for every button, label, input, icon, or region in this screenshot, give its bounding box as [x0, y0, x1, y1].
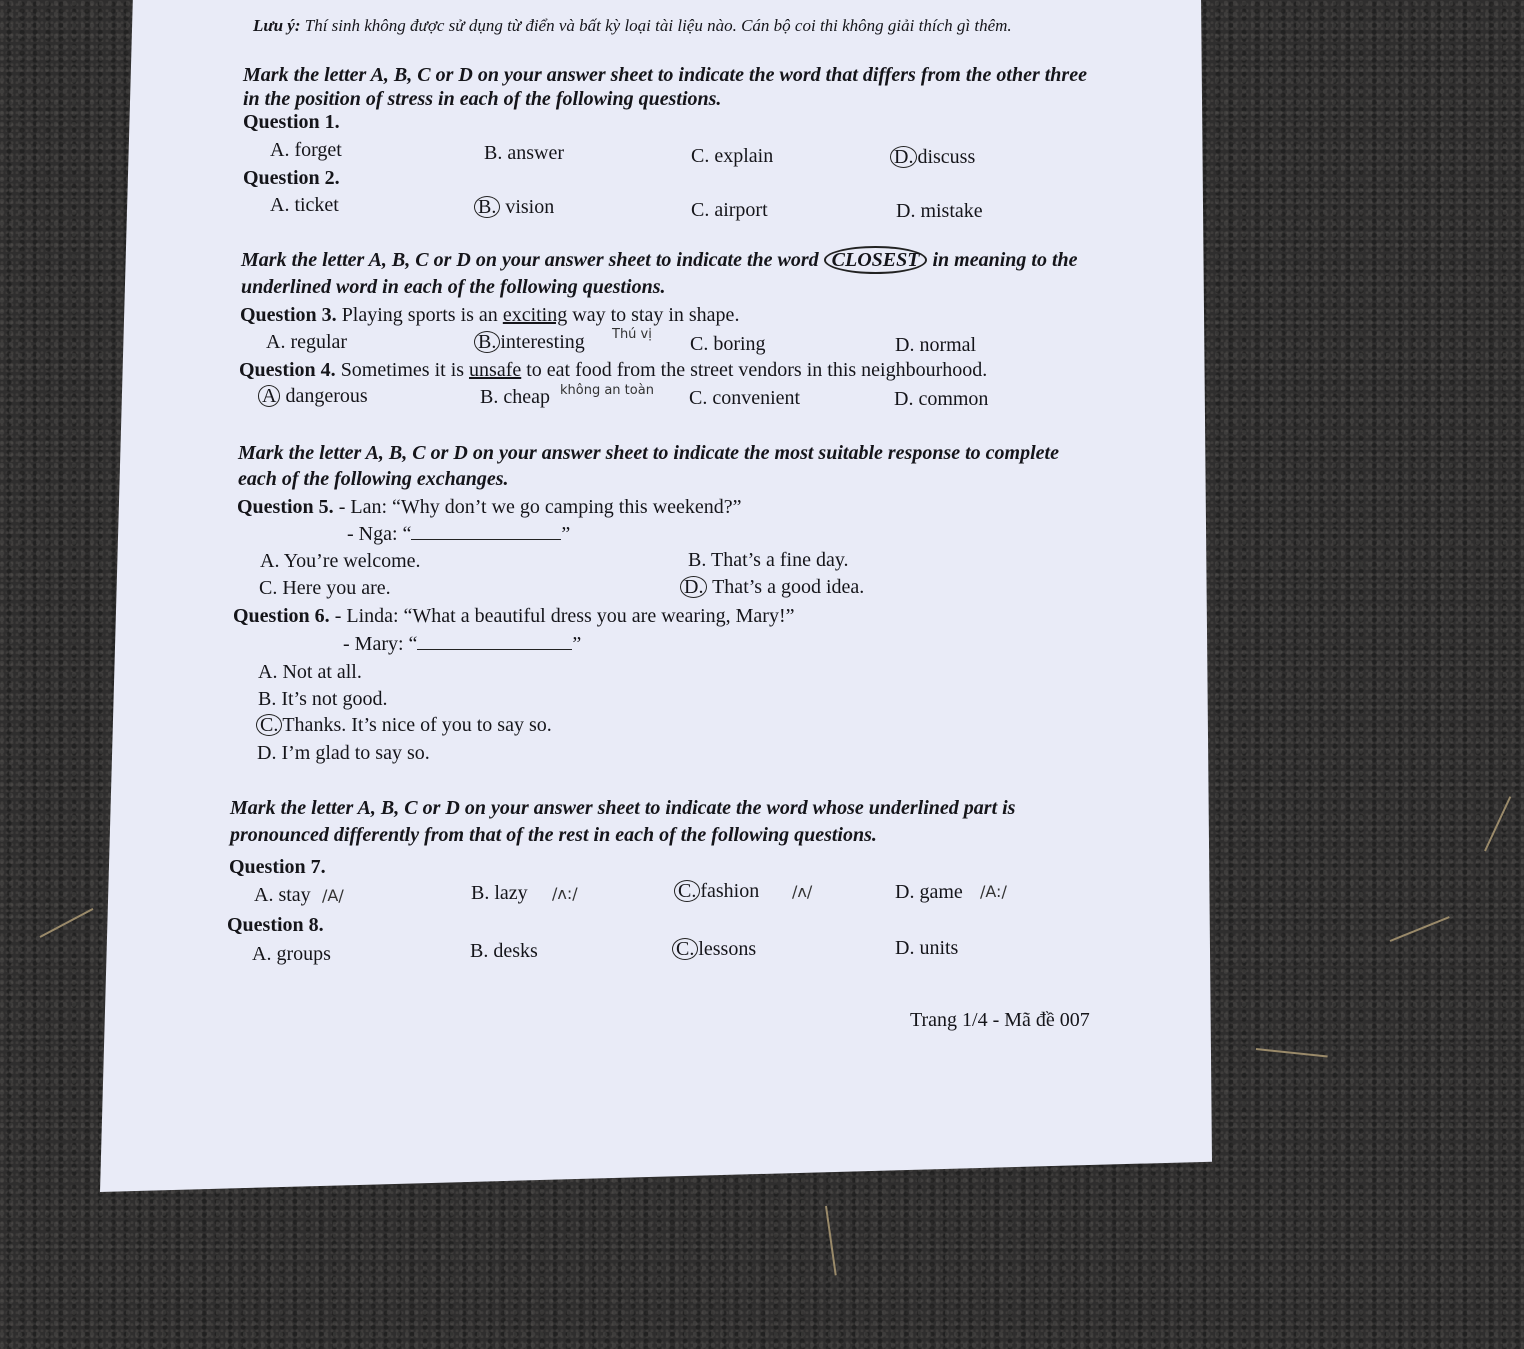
q4-title: Question 4.: [239, 359, 336, 381]
q6-reply-end: ”: [572, 633, 582, 655]
closest-circled: CLOSEST: [824, 246, 928, 274]
section3-line2: each of the following exchanges.: [238, 468, 509, 490]
q6-title: Question 6.: [233, 605, 330, 627]
q6-option-c: [256, 714, 552, 737]
note-line: [253, 16, 1012, 36]
section4-line1: Mark the letter A, B, C or D on your answer sheet to indicate the word whose underlined part is: [230, 797, 1016, 819]
q4-a-word: dangerous: [285, 385, 368, 407]
q3-underlined-word: exciting: [502, 304, 568, 326]
q8-title: Question 8.: [227, 914, 324, 936]
q5-option-a: A. You’re welcome.: [260, 550, 421, 572]
q5-title: Question 5.: [237, 496, 334, 518]
q6-reply-start: - Mary: “: [343, 633, 418, 655]
q7-a-handwritten: /A/: [322, 886, 344, 905]
q5-blank: [411, 539, 561, 540]
q6-c-answer-circle: C.: [256, 714, 282, 736]
section1-line2: in the position of stress in each of the following questions.: [243, 88, 722, 110]
q7-option-a: A. stay: [254, 884, 311, 906]
q4-option-c: C. convenient: [689, 387, 801, 409]
q3-title: Question 3.: [240, 304, 337, 326]
q4-option-a: [258, 385, 368, 408]
q7-option-d: D. game: [895, 881, 963, 903]
q7-c-word: fashion: [700, 880, 760, 902]
straw-debris: [1390, 916, 1450, 942]
q2-b-answer-circle: B.: [474, 196, 500, 218]
q7-title: Question 7.: [229, 856, 326, 878]
q3-stem: [240, 304, 739, 327]
note-text: Thí sinh không được sử dụng từ điển và bất kỳ loại tài liệu nào. Cán bộ coi thi không giải thích gì thêm.: [304, 16, 1012, 35]
q8-c-word: lessons: [698, 938, 757, 960]
q4-text-end: to eat food from the street vendors in this neighbourhood.: [526, 359, 988, 381]
q6-c-text: Thanks. It’s nice of you to say so.: [282, 714, 552, 736]
q5-option-d: [680, 576, 864, 599]
q1-option-a: A. forget: [270, 139, 342, 161]
q5-option-b: B. That’s a fine day.: [688, 549, 849, 571]
q3-handwritten-note: Thú vị: [612, 327, 652, 342]
q6-blank: [417, 649, 572, 650]
q3-b-word: interesting: [500, 331, 585, 353]
section2-line2: underlined word in each of the following questions.: [241, 276, 666, 298]
straw-debris: [1484, 796, 1511, 851]
section3-line1: Mark the letter A, B, C or D on your answer sheet to indicate the most suitable response to complete: [238, 442, 1059, 464]
q3-option-a: A. regular: [266, 331, 348, 353]
q5-reply-end: ”: [561, 523, 571, 545]
q3-text-start: Playing sports is an: [341, 304, 498, 326]
q5-option-c: C. Here you are.: [259, 577, 391, 599]
q1-d-word: discuss: [917, 146, 976, 168]
q5-reply: [347, 523, 570, 546]
q5-d-text: That’s a good idea.: [712, 576, 865, 598]
q1-option-b: B. answer: [484, 142, 564, 164]
q2-title: Question 2.: [243, 167, 340, 189]
q4-handwritten-note: không an toàn: [560, 383, 654, 398]
q5-reply-start: - Nga: “: [347, 523, 412, 545]
section2-line1-end: in meaning to the: [932, 249, 1078, 271]
q2-b-word: vision: [505, 196, 555, 218]
q8-option-d: D. units: [895, 937, 959, 959]
q3-option-d: D. normal: [895, 334, 977, 356]
q7-option-b: B. lazy: [471, 882, 528, 904]
straw-debris: [825, 1206, 837, 1276]
q2-option-c: C. airport: [691, 199, 768, 221]
q5-prompt: - Lan: “Why don’t we go camping this weekend?”: [338, 496, 742, 518]
q6-reply: [343, 633, 581, 656]
q6-prompt: - Linda: “What a beautiful dress you are wearing, Mary!”: [334, 605, 795, 627]
q2-option-b: [474, 196, 554, 219]
section1-line1: Mark the letter A, B, C or D on your answer sheet to indicate the word that differs from the other three: [243, 64, 1087, 86]
straw-debris: [40, 908, 94, 938]
q6-stem: [233, 605, 795, 628]
q3-option-c: C. boring: [690, 333, 766, 355]
q4-option-b: B. cheap: [480, 386, 550, 408]
q7-b-handwritten: /ʌ:/: [552, 884, 578, 903]
section4-line2: pronounced differently from that of the rest in each of the following questions.: [230, 824, 877, 846]
section2-line1: [241, 249, 1078, 272]
q4-stem: [239, 359, 987, 382]
q3-b-answer-circle: B.: [474, 331, 500, 353]
q2-option-d: D. mistake: [896, 200, 983, 222]
straw-debris: [1256, 1048, 1328, 1058]
q5-d-answer-circle: D.: [680, 576, 707, 598]
q4-a-answer-circle: A: [258, 385, 280, 407]
q2-option-a: A. ticket: [270, 194, 339, 216]
q8-option-b: B. desks: [470, 940, 538, 962]
q1-option-d: [890, 146, 975, 169]
q7-option-c: [674, 880, 759, 903]
q8-c-answer-circle: C.: [672, 938, 698, 960]
q1-title: Question 1.: [243, 111, 340, 133]
q3-option-b: [474, 331, 585, 354]
q4-underlined-word: unsafe: [469, 359, 522, 381]
q3-text-end: way to stay in shape.: [572, 304, 740, 326]
q1-option-c: C. explain: [691, 145, 774, 167]
q6-option-a: A. Not at all.: [258, 661, 362, 683]
q8-option-a: A. groups: [252, 943, 331, 965]
q5-stem: [237, 496, 742, 519]
q4-text-start: Sometimes it is: [340, 359, 465, 381]
q1-d-answer-circle: D.: [890, 146, 917, 168]
q8-option-c: [672, 938, 756, 961]
q7-d-handwritten: /A:/: [980, 882, 1007, 901]
note-label: Lưu ý:: [253, 16, 301, 35]
page-footer: Trang 1/4 - Mã đề 007: [910, 1009, 1090, 1031]
q7-c-handwritten: /ʌ/: [792, 882, 813, 901]
q6-option-d: D. I’m glad to say so.: [257, 742, 430, 764]
section2-line1-start: Mark the letter A, B, C or D on your answer sheet to indicate the word: [241, 249, 819, 271]
q7-c-answer-circle: C.: [674, 880, 700, 902]
q6-option-b: B. It’s not good.: [258, 688, 388, 710]
q4-option-d: D. common: [894, 388, 989, 410]
